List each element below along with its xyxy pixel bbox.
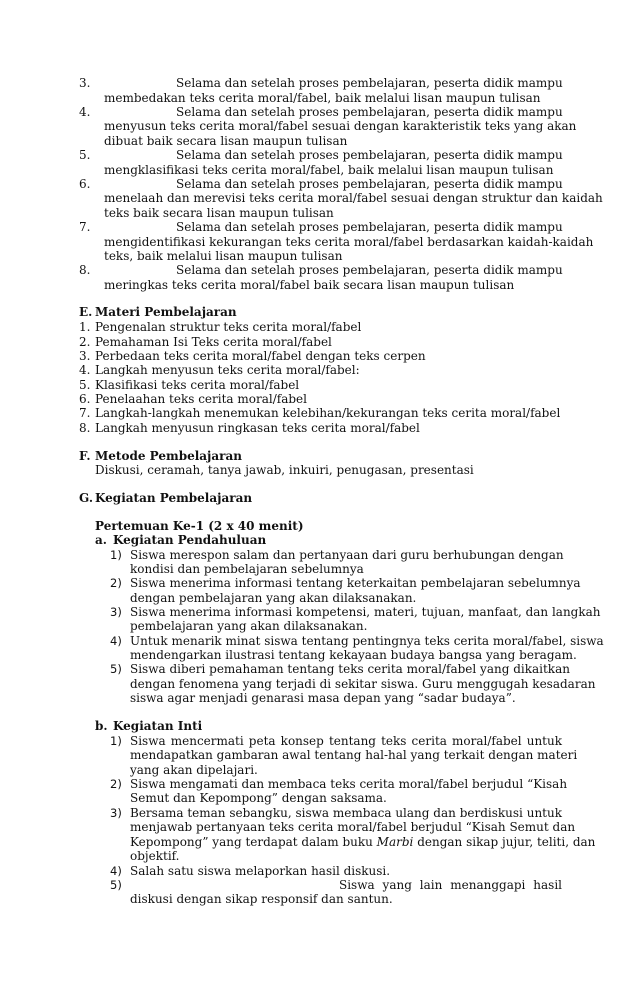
step-number: 5) — [110, 878, 122, 892]
step-text: dengan pembelajaran yang akan dilaksanakan. — [130, 591, 417, 605]
list-item-number: 7. — [79, 406, 91, 420]
list-item: Pengenalan struktur teks cerita moral/fabel — [95, 320, 362, 334]
step-text: kondisi dan pembelajaran sebelumnya — [130, 562, 364, 576]
list-item-number: 4. — [79, 363, 91, 377]
step-text: pembelajaran yang akan dilaksanakan. — [130, 619, 368, 633]
objective-number: 7. — [79, 220, 91, 234]
objective-text: menyusun teks cerita moral/fabel sesuai dengan karakteristik teks yang akan — [104, 119, 577, 133]
book-title: Marbi — [376, 835, 414, 849]
step-text: Siswa menerima informasi kompetensi, materi, tujuan, manfaat, dan langkah — [130, 605, 601, 619]
objective-text: menelaah dan merevisi teks cerita moral/fabel sesuai dengan struktur dan kaidah — [104, 191, 603, 205]
list-item-number: 3. — [79, 349, 91, 363]
objective-number: 4. — [79, 105, 91, 119]
list-item-number: 6. — [79, 392, 91, 406]
step-text-part: dengan sikap jujur, teliti, dan — [413, 835, 596, 849]
objective-text: teks baik secara lisan maupun tulisan — [104, 206, 334, 220]
objective-text: Selama dan setelah proses pembelajaran, peserta didik mampu — [176, 263, 563, 277]
section-letter: E. — [79, 305, 93, 319]
objective-text: dibuat baik secara lisan maupun tulisan — [104, 134, 348, 148]
objective-text: mengklasifikasi teks cerita moral/fabel, baik melalui lisan maupun tulisan — [104, 163, 554, 177]
step-number: 3) — [110, 605, 122, 619]
step-text: Siswa mencermati peta konsep tentang teks cerita moral/fabel untuk — [130, 734, 562, 748]
step-text: Bersama teman sebangku, siswa membaca ulang dan berdiskusi untuk — [130, 806, 562, 820]
step-text — [130, 835, 596, 849]
objective-number: 8. — [79, 263, 91, 277]
list-item-number: 5. — [79, 378, 91, 392]
section-body: Diskusi, ceramah, tanya jawab, inkuiri, penugasan, presentasi — [95, 463, 474, 477]
step-text: mendapatkan gambaran awal tentang hal-hal yang terkait dengan materi — [130, 748, 578, 762]
step-text: Semut dan Kepompong” dengan saksama. — [130, 791, 387, 805]
step-text: dengan fenomena yang terjadi di sekitar siswa. Guru menggugah kesadaran — [130, 677, 596, 691]
subsection-letter: b. — [95, 719, 108, 733]
section-title: Kegiatan Pembelajaran — [95, 491, 253, 505]
meeting-heading: Pertemuan Ke-1 (2 x 40 menit) — [95, 519, 304, 533]
step-number: 2) — [110, 777, 122, 791]
step-text: siswa agar menjadi genarasi masa depan yang “sadar budaya”. — [130, 691, 516, 705]
step-number: 1) — [110, 734, 122, 748]
step-text: Untuk menarik minat siswa tentang pentingnya teks cerita moral/fabel, siswa — [130, 634, 604, 648]
list-item: Langkah menyusun teks cerita moral/fabel: — [95, 363, 360, 377]
list-item-number: 8. — [79, 421, 91, 435]
subsection-title: Kegiatan Inti — [113, 719, 203, 733]
step-number: 1) — [110, 548, 122, 562]
objective-text: Selama dan setelah proses pembelajaran, peserta didik mampu — [176, 148, 563, 162]
objective-text: Selama dan setelah proses pembelajaran, peserta didik mampu — [176, 177, 563, 191]
objective-text: teks, baik melalui lisan maupun tulisan — [104, 249, 343, 263]
step-number: 3) — [110, 806, 122, 820]
step-text: Siswa menerima informasi tentang keterkaitan pembelajaran sebelumnya — [130, 576, 581, 590]
list-item: Pemahaman Isi Teks cerita moral/fabel — [95, 335, 332, 349]
step-text: Siswa diberi pemahaman tentang teks cerita moral/fabel yang dikaitkan — [130, 662, 570, 676]
step-text: Salah satu siswa melaporkan hasil diskusi. — [130, 864, 391, 878]
objective-text: membedakan teks cerita moral/fabel, baik melalui lisan maupun tulisan — [104, 91, 541, 105]
objective-text: Selama dan setelah proses pembelajaran, peserta didik mampu — [176, 105, 563, 119]
step-text: mendengarkan ilustrasi tentang kekayaan budaya bangsa yang beragam. — [130, 648, 577, 662]
objective-text: meringkas teks cerita moral/fabel baik secara lisan maupun tulisan — [104, 278, 515, 292]
section-title: Metode Pembelajaran — [95, 449, 242, 463]
objective-text: Selama dan setelah proses pembelajaran, peserta didik mampu — [176, 220, 563, 234]
step-text-part: Kepompong” yang terdapat dalam buku — [130, 835, 377, 849]
step-text: objektif. — [130, 849, 180, 863]
list-item: Langkah menyusun ringkasan teks cerita moral/fabel — [95, 421, 420, 435]
section-letter: G. — [79, 491, 93, 505]
step-number: 5) — [110, 662, 122, 676]
step-text: Siswa mengamati dan membaca teks cerita moral/fabel berjudul “Kisah — [130, 777, 568, 791]
section-letter: F. — [79, 449, 91, 463]
step-text: Siswa merespon salam dan pertanyaan dari guru berhubungan dengan — [130, 548, 564, 562]
step-text: diskusi dengan sikap responsif dan santun. — [130, 892, 393, 906]
list-item: Perbedaan teks cerita moral/fabel dengan teks cerpen — [95, 349, 426, 363]
objective-text: Selama dan setelah proses pembelajaran, peserta didik mampu — [176, 76, 563, 90]
section-title: Materi Pembelajaran — [95, 305, 237, 319]
objective-text: mengidentifikasi kekurangan teks cerita moral/fabel berdasarkan kaidah-kaidah — [104, 235, 594, 249]
step-number: 4) — [110, 634, 122, 648]
subsection-title: Kegiatan Pendahuluan — [113, 533, 267, 547]
step-text: menjawab pertanyaan teks cerita moral/fabel berjudul “Kisah Semut dan — [130, 820, 576, 834]
list-item: Klasifikasi teks cerita moral/fabel — [95, 378, 300, 392]
step-number: 2) — [110, 576, 122, 590]
list-item: Langkah-langkah menemukan kelebihan/kekurangan teks cerita moral/fabel — [95, 406, 561, 420]
list-item-number: 1. — [79, 320, 91, 334]
objective-number: 5. — [79, 148, 91, 162]
step-text: Siswa yang lain menanggapi hasil — [339, 878, 562, 892]
list-item-number: 2. — [79, 335, 91, 349]
subsection-letter: a. — [95, 533, 107, 547]
objective-number: 6. — [79, 177, 91, 191]
objective-number: 3. — [79, 76, 91, 90]
step-text: yang akan dipelajari. — [130, 763, 258, 777]
list-item: Penelaahan teks cerita moral/fabel — [95, 392, 307, 406]
step-number: 4) — [110, 864, 122, 878]
